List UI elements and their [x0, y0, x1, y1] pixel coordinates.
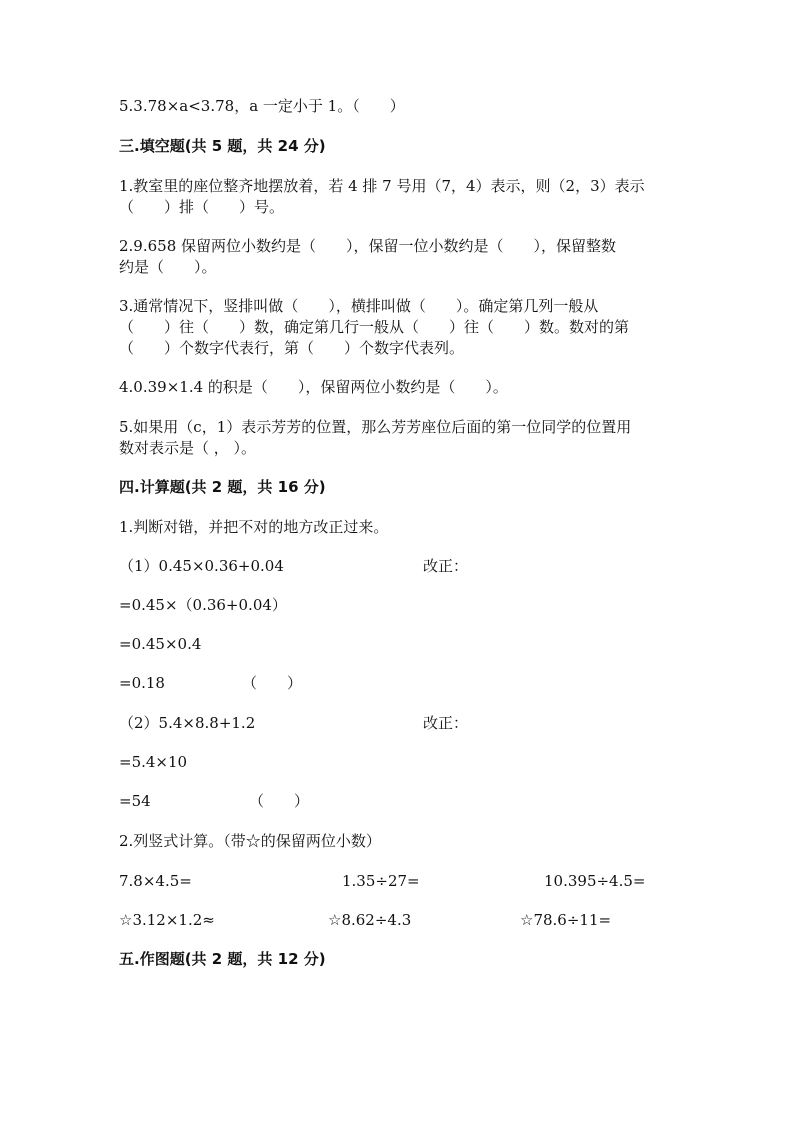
problem-1-judge-paren: （ ） — [242, 674, 303, 692]
section-heading-calc: 四.计算题(共 2 题，共 16 分) — [119, 478, 326, 496]
fill-question-2-line-1: 2.9.658 保留两位小数约是（ ），保留一位小数约是（ ），保留整数 — [119, 237, 617, 255]
problem-2-correction-label: 改正： — [423, 714, 469, 732]
fill-question-5-line-2: 数对表示是（ ， ）。 — [119, 439, 257, 457]
fill-question-5-line-1: 5.如果用（c，1）表示芳芳的位置，那么芳芳座位后面的第一位同学的位置用 — [119, 418, 632, 436]
problem-1-step-1: =0.45×（0.36+0.04） — [119, 596, 287, 614]
fill-question-3-line-2: （ ）往（ ）数，确定第几行一般从（ ）往（ ）数。数对的第 — [119, 318, 630, 336]
problem-2-judge-paren: （ ） — [249, 792, 310, 810]
calc-expression-3: 10.395÷4.5= — [544, 872, 646, 890]
section-heading-draw: 五.作图题(共 2 题，共 12 分) — [119, 950, 326, 968]
calc-question-1: 1.判断对错，并把不对的地方改正过来。 — [119, 518, 389, 536]
fill-question-3-line-1: 3.通常情况下，竖排叫做（ ），横排叫做（ ）。确定第几列一般从 — [119, 297, 599, 315]
calc-expression-1: 7.8×4.5= — [119, 872, 192, 890]
fill-question-4: 4.0.39×1.4 的积是（ ），保留两位小数约是（ ）。 — [119, 378, 508, 396]
calc-expression-2: 1.35÷27= — [342, 872, 420, 890]
problem-2-expression: （2）5.4×8.8+1.2 — [119, 714, 256, 732]
calc-expression-4: ☆3.12×1.2≈ — [119, 911, 215, 929]
section-heading-fill: 三.填空题(共 5 题，共 24 分) — [119, 137, 326, 155]
problem-1-expression: （1）0.45×0.36+0.04 — [119, 557, 284, 575]
fill-question-1-line-1: 1.教室里的座位整齐地摆放着，若 4 排 7 号用（7，4）表示，则（2，3）表示 — [119, 177, 645, 195]
problem-2-step-2: =54 — [119, 792, 151, 810]
problem-1-step-3: =0.18 — [119, 674, 165, 692]
problem-1-step-2: =0.45×0.4 — [119, 635, 202, 653]
problem-2-step-1: =5.4×10 — [119, 753, 188, 771]
calc-expression-5: ☆8.62÷4.3 — [328, 911, 412, 929]
fill-question-3-line-3: （ ）个数字代表行，第（ ）个数字代表列。 — [119, 339, 465, 357]
calc-question-2: 2.列竖式计算。（带☆的保留两位小数） — [119, 832, 381, 850]
problem-1-correction-label: 改正： — [423, 557, 469, 575]
judge-question-5: 5.3.78×a<3.78，a 一定小于 1。（ ） — [119, 97, 405, 115]
fill-question-2-line-2: 约是（ ）。 — [119, 258, 217, 276]
fill-question-1-line-2: （ ）排（ ）号。 — [119, 198, 285, 216]
calc-expression-6: ☆78.6÷11= — [520, 911, 612, 929]
